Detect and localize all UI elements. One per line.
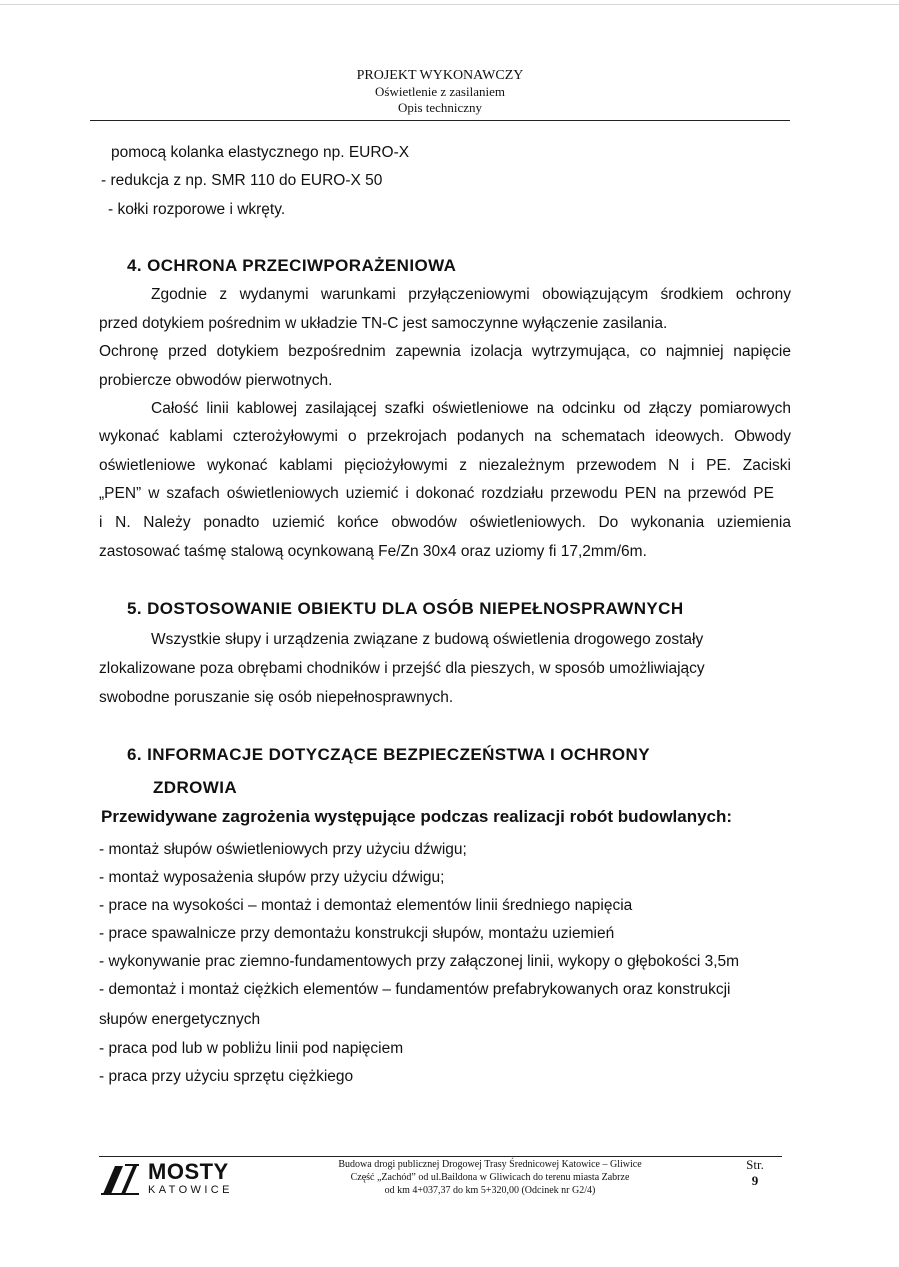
section-4-line: wykonać kablami czterożyłowymi o przekrojach podanych na schematach ideowych. Obwody bbox=[99, 428, 791, 445]
section-5-line: swobodne poruszanie się osób niepełnosprawnych. bbox=[99, 689, 454, 706]
project-line-1: Budowa drogi publicznej Drogowej Trasy Średnicowej Katowice – Gliwice bbox=[338, 1159, 642, 1170]
intro-line-2: - redukcja z np. SMR 110 do EURO-X 50 bbox=[101, 172, 383, 189]
logo-city: KATOWICE bbox=[148, 1184, 233, 1196]
mosty-logo-icon bbox=[101, 1162, 139, 1196]
scan-artifact-line bbox=[0, 4, 899, 5]
project-line-3: od km 4+037,37 do km 5+320,00 (Odcinek nr G2/4) bbox=[384, 1185, 596, 1196]
footer-divider bbox=[99, 1156, 782, 1157]
page-header bbox=[90, 68, 790, 116]
hazard-list-item: - prace spawalnicze przy demontażu konstrukcji słupów, montażu uziemień bbox=[99, 925, 615, 942]
section-4-line: przed dotykiem pośrednim w układzie TN-C jest samoczynne wyłączenie zasilania. bbox=[99, 315, 668, 332]
section-4-line: Ochronę przed dotykiem bezpośrednim zapewnia izolacja wytrzymująca, co najmniej napięcie bbox=[99, 343, 791, 360]
section-4-line: oświetleniowe wykonać kablami pięciożyłowymi z niezależnym przewodem N i PE. Zaciski bbox=[99, 457, 791, 474]
hazard-list-item: - montaż wyposażenia słupów przy użyciu dźwigu; bbox=[99, 869, 445, 886]
hazard-list-item: słupów energetycznych bbox=[99, 1011, 261, 1028]
header-title: PROJEKT WYKONAWCZY bbox=[356, 68, 524, 83]
section-5-line: zlokalizowane poza obrębami chodników i przejść dla pieszych, w sposób umożliwiający bbox=[99, 660, 705, 677]
hazard-list-item: - praca przy użyciu sprzętu ciężkiego bbox=[99, 1068, 354, 1085]
section-4-line: Całość linii kablowej zasilającej szafki oświetleniowe na odcinku od złączy pomiarowych bbox=[151, 400, 791, 417]
hazard-list-item: - montaż słupów oświetleniowych przy użyciu dźwigu; bbox=[99, 841, 467, 858]
project-line-2: Część „Zachód” od ul.Baildona w Gliwicach do terenu miasta Zabrze bbox=[350, 1172, 630, 1183]
section-5-heading: 5. DOSTOSOWANIE OBIEKTU DLA OSÓB NIEPEŁNOSPRAWNYCH bbox=[127, 599, 684, 618]
hazard-list-item: - praca pod lub w pobliżu linii pod napięciem bbox=[99, 1040, 404, 1057]
section-4-line: „PEN” w szafach oświetleniowych uziemić i dokonać rozdziału przewodu PEN na przewód PE bbox=[99, 485, 774, 502]
section-4-heading: 4. OCHRONA PRZECIWPORAŻENIOWA bbox=[127, 256, 457, 275]
section-5-line: Wszystkie słupy i urządzenia związane z budową oświetlenia drogowego zostały bbox=[151, 631, 704, 648]
hazard-list-item: - prace na wysokości – montaż i demontaż elementów linii średniego napięcia bbox=[99, 897, 633, 914]
company-logo bbox=[101, 1160, 261, 1200]
project-description bbox=[295, 1158, 685, 1197]
intro-line-1: pomocą kolanka elastycznego np. EURO-X bbox=[111, 144, 410, 161]
hazard-list-item: - demontaż i montaż ciężkich elementów – fundamentów prefabrykowanych oraz konstrukcji bbox=[99, 981, 731, 998]
section-6-subheading: Przewidywane zagrożenia występujące podczas realizacji robót budowlanych: bbox=[101, 807, 733, 826]
header-divider bbox=[90, 120, 790, 121]
section-4-line: probiercze obwodów pierwotnych. bbox=[99, 372, 333, 389]
intro-line-3: - kołki rozporowe i wkręty. bbox=[108, 201, 286, 218]
hazard-list-item: - wykonywanie prac ziemno-fundamentowych przy załączonej linii, wykopy o głębokości 3,5m bbox=[99, 953, 740, 970]
page-number: 9 bbox=[751, 1173, 759, 1188]
section-6-heading-cont: ZDROWIA bbox=[153, 778, 238, 797]
logo-name: MOSTY bbox=[148, 1159, 229, 1184]
header-doc-type: Opis techniczny bbox=[397, 100, 483, 115]
section-4-line: i N. Należy ponadto uziemić końce obwodów oświetleniowych. Do wykonania uziemienia bbox=[99, 514, 791, 531]
page-label: Str. bbox=[746, 1157, 764, 1172]
section-6-heading: 6. INFORMACJE DOTYCZĄCE BEZPIECZEŃSTWA I OCHRONY bbox=[127, 745, 650, 764]
section-4-line: zastosować taśmę stalową ocynkowaną Fe/Zn 30x4 oraz uziomy fi 17,2mm/6m. bbox=[99, 543, 647, 560]
section-4-line: Zgodnie z wydanymi warunkami przyłączeniowymi obowiązującym środkiem ochrony bbox=[151, 286, 791, 303]
header-subtitle: Oświetlenie z zasilaniem bbox=[375, 84, 505, 99]
